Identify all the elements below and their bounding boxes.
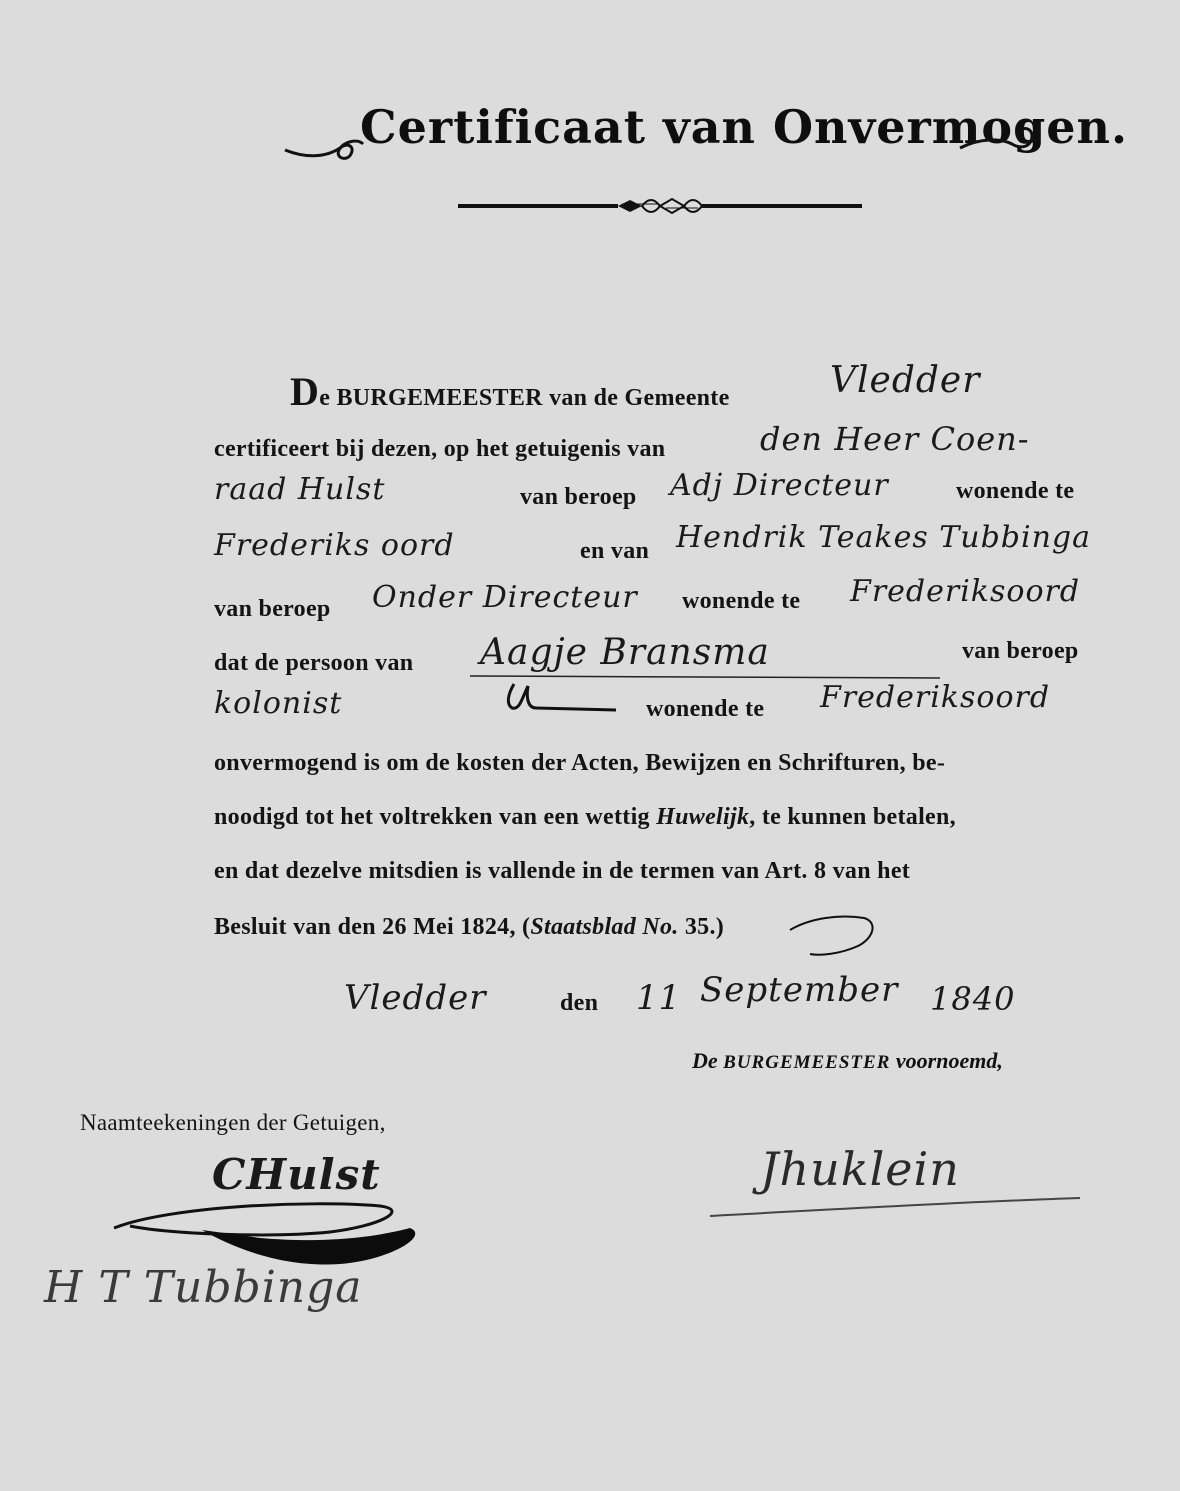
witness1-residence: Frederiks oord: [214, 528, 455, 563]
date-den: den: [560, 990, 599, 1016]
drop-letter-e: e: [319, 385, 331, 411]
line-9-before: noodigd tot het voltrekken van een wettig: [214, 804, 650, 830]
witnesses-label: Naamteekeningen der Getuigen,: [80, 1110, 386, 1135]
line-9-after: , te kunnen betalen,: [749, 804, 956, 830]
marriage-word: Huwelijk: [656, 804, 750, 830]
mayor-label-burgemeester: BURGEMEESTER: [723, 1052, 891, 1073]
witness2-residence: Frederiksoord: [850, 574, 1081, 609]
occupation-flourish: [500, 680, 620, 714]
line-5-text2: wonende te: [682, 588, 801, 614]
witness1-name-part2: raad Hulst: [214, 472, 386, 507]
line-3-text2: wonende te: [956, 478, 1075, 504]
witness1-signature: CHulst: [212, 1150, 381, 1199]
line-7-text: wonende te: [646, 696, 765, 722]
line-8: onvermogend is om de kosten der Acten, Bewijzen en Schrifturen, be-: [214, 750, 946, 776]
title-ornament-rule: [458, 194, 862, 218]
line-1: [290, 368, 730, 415]
line-6-text2: van beroep: [962, 638, 1079, 664]
line-4-text: en van: [580, 538, 650, 564]
municipality-handwritten: Vledder: [830, 360, 981, 401]
mayor-signature: Jhuklein: [760, 1142, 960, 1196]
witness2-name: Hendrik Teakes Tubbinga: [676, 520, 1092, 555]
staatsblad-flourish: [770, 900, 880, 970]
mayor-signature-underline: [700, 1180, 1100, 1230]
title-left-flourish: [285, 128, 365, 168]
person-residence: Frederiksoord: [820, 680, 1051, 715]
line-11-after: 35.): [678, 914, 725, 940]
witness2-signature: H T Tubbinga: [44, 1262, 363, 1313]
date-day: 11: [636, 978, 682, 1018]
title-right-flourish: [960, 118, 1040, 158]
mayor-label-de: De: [692, 1048, 718, 1073]
witness2-occupation: Onder Directeur: [372, 580, 638, 615]
burgemeester-word: BURGEMEESTER: [336, 385, 543, 411]
witness1-name-part1: den Heer Coen-: [760, 420, 1030, 458]
staatsblad-word: Staatsblad No.: [530, 914, 679, 940]
line-2-text: certificeert bij dezen, op het getuigenis van: [214, 436, 666, 462]
line-9: [214, 804, 956, 831]
line-1-text: van de Gemeente: [549, 385, 730, 411]
date-month: September: [700, 970, 899, 1010]
drop-letter-d: D: [290, 369, 320, 414]
date-year: 1840: [930, 980, 1016, 1018]
line-11-before: Besluit van den 26 Mei 1824, (: [214, 914, 531, 940]
line-11: [214, 914, 724, 941]
line-10: en dat dezelve mitsdien is vallende in de termen van Art. 8 van het: [214, 858, 911, 884]
mayor-label-voornoemd: voornoemd,: [895, 1048, 1003, 1073]
line-3-text: van beroep: [520, 484, 637, 510]
person-occupation: kolonist: [214, 686, 343, 721]
page-title: Certificaat van Onvermogen.: [360, 100, 1128, 154]
witness1-occupation: Adj Directeur: [670, 468, 889, 503]
line-5-text: van beroep: [214, 596, 331, 622]
mayor-label: [692, 1048, 1003, 1074]
date-place: Vledder: [344, 978, 487, 1018]
person-name: Aagje Bransma: [480, 632, 770, 673]
line-6-text: dat de persoon van: [214, 650, 414, 676]
